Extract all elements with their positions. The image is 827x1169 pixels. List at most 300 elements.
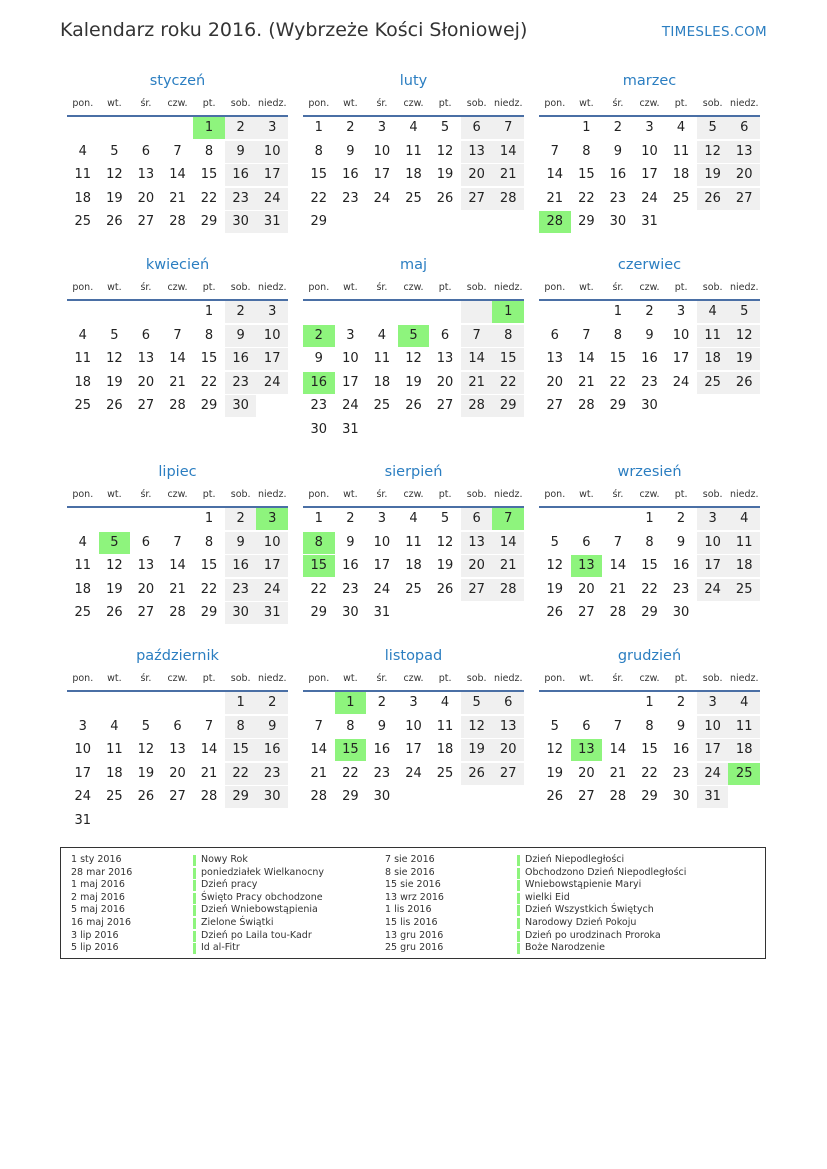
day-cell: 19 xyxy=(137,765,155,781)
day-cell: 26 xyxy=(137,789,155,804)
day-cell: 11 xyxy=(405,534,422,550)
legend-names-col-2 xyxy=(517,854,686,955)
day-cell: 26 xyxy=(546,789,564,804)
weekday-label: sob. xyxy=(466,489,487,500)
day-cell: 31 xyxy=(74,812,92,828)
day-cell: 26 xyxy=(546,605,564,620)
day-cell: 16 xyxy=(373,742,391,757)
weekday-label: wt. xyxy=(107,489,122,500)
day-cell: 8 xyxy=(645,534,654,550)
day-cell: 14 xyxy=(578,351,595,366)
day-cell: 18 xyxy=(74,190,92,206)
weekday-label: sob. xyxy=(230,98,251,109)
empty-cell xyxy=(697,395,729,417)
day-cell: 3 xyxy=(697,692,729,714)
day-cell: 4 xyxy=(697,301,729,323)
day-cell: 1 xyxy=(193,117,225,139)
day-cell: 24 xyxy=(697,763,729,785)
day-cell: 29 xyxy=(641,605,658,620)
day-cell: 25 xyxy=(373,398,391,413)
day-cell: 7 xyxy=(314,718,323,734)
day-cell: 28 xyxy=(492,579,524,601)
day-cell: 3 xyxy=(256,117,288,139)
day-cell: 2 xyxy=(346,120,355,135)
day-cell: 5 xyxy=(141,718,151,734)
weekday-label: pon. xyxy=(544,98,566,109)
weekday-header xyxy=(303,277,524,301)
empty-cell xyxy=(335,211,367,233)
day-grid xyxy=(67,508,288,626)
weekday-label: pt. xyxy=(438,489,452,500)
day-cell: 25 xyxy=(728,763,760,785)
day-cell: 15 xyxy=(200,167,218,182)
month-calendar xyxy=(67,254,288,419)
empty-cell xyxy=(461,211,493,233)
day-cell: 20 xyxy=(578,765,595,781)
weekday-label: śr. xyxy=(140,98,152,109)
day-cell: 30 xyxy=(310,421,328,437)
day-cell: 16 xyxy=(672,742,690,757)
day-cell: 23 xyxy=(609,190,627,206)
day-cell: 14 xyxy=(609,742,627,757)
day-cell: 7 xyxy=(461,325,493,347)
weekday-header xyxy=(67,484,288,508)
day-grid xyxy=(539,508,760,626)
day-cell: 21 xyxy=(169,190,186,206)
day-cell: 27 xyxy=(578,605,595,620)
day-cell: 2 xyxy=(676,511,686,526)
day-cell: 14 xyxy=(310,742,328,757)
weekday-header xyxy=(67,93,288,117)
weekday-label: wt. xyxy=(579,673,594,684)
day-cell: 5 xyxy=(110,327,119,343)
day-cell: 30 xyxy=(225,395,257,417)
weekday-label: wt. xyxy=(579,98,594,109)
empty-cell xyxy=(67,301,99,323)
day-cell: 17 xyxy=(256,555,288,577)
day-cell: 4 xyxy=(110,718,119,734)
day-cell: 19 xyxy=(106,581,123,597)
day-cell: 14 xyxy=(200,742,218,757)
empty-cell xyxy=(162,117,194,139)
day-cell: 12 xyxy=(461,716,493,738)
holiday-name: Nowy Rok xyxy=(193,854,324,867)
day-cell: 15 xyxy=(303,555,335,577)
day-cell: 15 xyxy=(335,739,367,761)
day-cell: 8 xyxy=(492,325,524,347)
month-name: styczeń xyxy=(149,73,206,89)
day-cell: 5 xyxy=(728,301,760,323)
day-cell: 15 xyxy=(225,739,257,761)
holiday-name: Wniebowstąpienie Maryi xyxy=(517,879,686,892)
day-cell: 10 xyxy=(672,327,690,343)
weekday-label: wt. xyxy=(343,489,358,500)
day-cell: 9 xyxy=(314,351,323,366)
day-cell: 5 xyxy=(99,532,131,554)
day-cell: 23 xyxy=(310,398,328,413)
day-grid xyxy=(539,117,760,235)
day-cell: 6 xyxy=(550,327,559,343)
weekday-label: czw. xyxy=(639,282,660,293)
day-cell: 9 xyxy=(676,718,686,734)
day-cell: 22 xyxy=(310,581,328,597)
day-cell: 4 xyxy=(78,534,87,550)
day-cell: 1 xyxy=(613,304,623,319)
site-brand-link[interactable]: TIMESLES.COM xyxy=(661,24,767,40)
empty-cell xyxy=(571,692,603,714)
weekday-label: pon. xyxy=(72,673,94,684)
day-cell: 8 xyxy=(225,716,257,738)
day-cell: 27 xyxy=(546,398,564,413)
day-cell: 9 xyxy=(645,327,654,343)
day-cell: 24 xyxy=(373,190,391,206)
weekday-label: czw. xyxy=(167,489,188,500)
holiday-date: 13 wrz 2016 xyxy=(385,891,444,903)
empty-cell xyxy=(366,211,398,233)
day-cell: 4 xyxy=(409,120,418,135)
weekday-label: niedz. xyxy=(493,98,523,109)
day-cell: 1 xyxy=(335,692,367,714)
empty-cell xyxy=(571,508,603,530)
day-cell: 13 xyxy=(137,558,155,573)
day-cell: 11 xyxy=(728,716,760,738)
holiday-name: Dzień po Laila tou-Kadr xyxy=(193,930,324,943)
day-cell: 31 xyxy=(641,214,658,229)
empty-cell xyxy=(99,117,131,139)
day-cell: 12 xyxy=(728,325,760,347)
day-cell: 20 xyxy=(137,374,155,390)
month-name: maj xyxy=(399,257,428,273)
day-cell: 29 xyxy=(200,605,218,620)
day-cell: 28 xyxy=(169,214,186,229)
weekday-label: wt. xyxy=(343,673,358,684)
month-name: luty xyxy=(399,73,428,89)
weekday-label: śr. xyxy=(376,673,388,684)
day-cell: 26 xyxy=(106,214,123,229)
holiday-name: poniedziałek Wielkanocny xyxy=(193,867,324,880)
empty-cell xyxy=(728,211,760,233)
day-cell: 9 xyxy=(225,141,257,163)
day-cell: 19 xyxy=(405,374,422,390)
holiday-date: 3 lip 2016 xyxy=(71,929,119,941)
day-cell: 17 xyxy=(697,739,729,761)
empty-cell xyxy=(303,692,335,714)
day-cell: 13 xyxy=(728,141,760,163)
holiday-date: 1 sty 2016 xyxy=(71,854,122,865)
empty-cell xyxy=(162,692,194,714)
weekday-label: sob. xyxy=(702,98,723,109)
day-cell: 14 xyxy=(461,348,493,370)
weekday-label: sob. xyxy=(230,489,251,500)
day-cell: 16 xyxy=(225,555,257,577)
holiday-date: 8 sie 2016 xyxy=(385,866,435,878)
day-cell: 3 xyxy=(697,508,729,530)
day-cell: 13 xyxy=(137,167,155,182)
day-cell: 27 xyxy=(137,398,155,413)
weekday-label: pt. xyxy=(674,282,688,293)
day-cell: 28 xyxy=(578,398,595,413)
day-cell: 11 xyxy=(697,325,729,347)
day-cell: 13 xyxy=(546,351,564,366)
day-cell: 3 xyxy=(377,511,387,526)
month-calendar xyxy=(303,645,524,810)
day-cell: 4 xyxy=(676,120,686,135)
empty-cell xyxy=(461,301,493,323)
day-cell: 20 xyxy=(546,374,564,390)
weekday-label: śr. xyxy=(140,489,152,500)
day-grid xyxy=(303,692,524,810)
empty-cell xyxy=(539,301,571,323)
day-cell: 16 xyxy=(641,351,658,366)
weekday-label: pon. xyxy=(308,489,330,500)
holiday-name: Zielone Świątki xyxy=(193,917,324,930)
weekday-header xyxy=(539,93,760,117)
day-cell: 15 xyxy=(578,167,595,182)
holiday-name: Boże Narodzenie xyxy=(517,942,686,955)
weekday-label: śr. xyxy=(140,282,152,293)
day-cell: 27 xyxy=(728,188,760,210)
day-cell: 16 xyxy=(609,167,627,182)
day-cell: 4 xyxy=(728,692,760,714)
day-cell: 20 xyxy=(728,164,760,186)
weekday-label: niedz. xyxy=(493,673,523,684)
day-cell: 21 xyxy=(461,372,493,394)
empty-cell xyxy=(162,301,194,323)
day-cell: 19 xyxy=(436,167,454,182)
weekday-label: niedz. xyxy=(257,282,287,293)
holiday-date: 28 mar 2016 xyxy=(71,866,133,878)
weekday-label: wt. xyxy=(579,489,594,500)
holiday-date: 1 maj 2016 xyxy=(71,879,125,891)
day-cell: 23 xyxy=(672,581,690,597)
empty-cell xyxy=(193,692,225,714)
day-cell: 7 xyxy=(173,534,182,550)
day-cell: 22 xyxy=(578,190,595,206)
holiday-date: 7 sie 2016 xyxy=(385,854,435,865)
day-cell: 6 xyxy=(440,327,450,343)
day-cell: 30 xyxy=(609,214,627,229)
day-cell: 14 xyxy=(169,558,186,573)
empty-cell xyxy=(665,211,697,233)
empty-cell xyxy=(665,395,697,417)
day-cell: 20 xyxy=(436,374,454,390)
day-cell: 10 xyxy=(256,141,288,163)
day-cell: 26 xyxy=(461,763,493,785)
day-cell: 21 xyxy=(492,164,524,186)
day-cell: 27 xyxy=(461,579,493,601)
day-cell: 27 xyxy=(137,214,155,229)
day-cell: 21 xyxy=(546,190,564,206)
day-cell: 5 xyxy=(440,511,450,526)
day-cell: 7 xyxy=(204,718,214,734)
empty-cell xyxy=(539,692,571,714)
weekday-header xyxy=(67,668,288,692)
day-cell: 24 xyxy=(641,190,658,206)
day-cell: 10 xyxy=(373,534,391,550)
day-cell: 29 xyxy=(609,398,627,413)
day-cell: 29 xyxy=(342,789,359,804)
weekday-label: śr. xyxy=(612,489,624,500)
weekday-label: sob. xyxy=(702,489,723,500)
empty-cell xyxy=(99,508,131,530)
weekday-label: pt. xyxy=(438,98,452,109)
weekday-label: pon. xyxy=(544,673,566,684)
day-cell: 19 xyxy=(546,581,564,597)
day-cell: 8 xyxy=(204,143,214,159)
day-cell: 30 xyxy=(672,605,690,620)
empty-cell xyxy=(130,117,162,139)
day-cell: 13 xyxy=(492,716,524,738)
weekday-label: sob. xyxy=(230,673,251,684)
day-cell: 30 xyxy=(373,789,391,804)
day-cell: 20 xyxy=(461,164,493,186)
day-cell: 17 xyxy=(697,555,729,577)
day-cell: 29 xyxy=(200,398,218,413)
day-cell: 16 xyxy=(225,348,257,370)
day-cell: 16 xyxy=(256,739,288,761)
day-cell: 1 xyxy=(645,511,654,526)
empty-cell xyxy=(429,419,461,441)
holiday-date: 15 lis 2016 xyxy=(385,916,438,928)
day-cell: 2 xyxy=(676,695,686,710)
weekday-label: czw. xyxy=(639,673,660,684)
empty-cell xyxy=(398,301,430,323)
holiday-date: 16 maj 2016 xyxy=(71,916,132,928)
day-cell: 27 xyxy=(461,188,493,210)
day-grid xyxy=(67,692,288,833)
day-cell: 29 xyxy=(641,789,658,804)
empty-cell xyxy=(429,301,461,323)
weekday-label: pon. xyxy=(72,489,94,500)
weekday-header xyxy=(539,668,760,692)
day-cell: 8 xyxy=(314,143,323,159)
weekday-label: niedz. xyxy=(729,489,759,500)
day-cell: 10 xyxy=(342,351,359,366)
day-cell: 9 xyxy=(613,143,623,159)
day-cell: 11 xyxy=(436,718,454,734)
weekday-label: pt. xyxy=(202,282,216,293)
weekday-label: pt. xyxy=(438,673,452,684)
day-cell: 19 xyxy=(697,164,729,186)
day-cell: 1 xyxy=(225,692,257,714)
empty-cell xyxy=(697,211,729,233)
day-cell: 25 xyxy=(74,214,92,229)
empty-cell xyxy=(492,419,524,441)
page-title: Kalendarz roku 2016. (Wybrzeże Kości Słoniowej) xyxy=(60,19,528,41)
month-calendar xyxy=(539,461,760,626)
day-cell: 24 xyxy=(74,789,92,804)
day-cell: 9 xyxy=(346,534,355,550)
legend-names-col-1 xyxy=(193,854,324,955)
day-cell: 9 xyxy=(225,325,257,347)
empty-cell xyxy=(571,301,603,323)
holiday-date: 5 maj 2016 xyxy=(71,904,125,916)
day-cell: 27 xyxy=(578,789,595,804)
empty-cell xyxy=(728,395,760,417)
day-cell: 10 xyxy=(405,718,422,734)
day-cell: 11 xyxy=(74,351,92,366)
empty-cell xyxy=(99,810,131,832)
day-cell: 13 xyxy=(436,351,454,366)
weekday-label: niedz. xyxy=(493,282,523,293)
weekday-label: pt. xyxy=(674,673,688,684)
weekday-label: pon. xyxy=(72,98,94,109)
day-cell: 16 xyxy=(225,164,257,186)
day-cell: 3 xyxy=(256,508,288,530)
day-grid xyxy=(303,508,524,626)
day-cell: 30 xyxy=(225,211,257,233)
weekday-label: sob. xyxy=(230,282,251,293)
day-cell: 18 xyxy=(106,765,123,781)
day-cell: 5 xyxy=(550,718,559,734)
day-cell: 12 xyxy=(546,558,564,573)
day-cell: 30 xyxy=(672,789,690,804)
holiday-name: Narodowy Dzień Pokoju xyxy=(517,917,686,930)
month-name: sierpień xyxy=(384,464,443,480)
empty-cell xyxy=(398,211,430,233)
empty-cell xyxy=(130,692,162,714)
day-cell: 3 xyxy=(346,327,355,343)
empty-cell xyxy=(602,692,634,714)
day-cell: 12 xyxy=(697,141,729,163)
weekday-label: niedz. xyxy=(729,282,759,293)
weekday-label: pt. xyxy=(674,489,688,500)
day-cell: 16 xyxy=(342,558,359,573)
day-cell: 1 xyxy=(582,120,591,135)
day-cell: 28 xyxy=(169,605,186,620)
weekday-label: wt. xyxy=(343,98,358,109)
day-cell: 28 xyxy=(310,789,328,804)
day-cell: 22 xyxy=(200,374,218,390)
weekday-label: pt. xyxy=(202,673,216,684)
day-cell: 18 xyxy=(728,739,760,761)
month-calendar xyxy=(67,461,288,626)
day-cell: 3 xyxy=(78,718,87,734)
day-cell: 17 xyxy=(342,374,359,390)
day-cell: 20 xyxy=(492,739,524,761)
day-cell: 15 xyxy=(310,167,328,182)
weekday-label: niedz. xyxy=(729,673,759,684)
empty-cell xyxy=(697,602,729,624)
day-cell: 7 xyxy=(173,327,182,343)
weekday-label: wt. xyxy=(107,98,122,109)
weekday-label: pon. xyxy=(544,282,566,293)
day-grid xyxy=(67,117,288,235)
month-name: wrzesień xyxy=(617,464,682,480)
empty-cell xyxy=(256,810,288,832)
day-cell: 7 xyxy=(613,534,623,550)
day-cell: 2 xyxy=(225,301,257,323)
weekday-label: sob. xyxy=(466,673,487,684)
day-cell: 11 xyxy=(672,143,690,159)
day-cell: 12 xyxy=(106,351,123,366)
weekday-label: niedz. xyxy=(493,489,523,500)
day-cell: 6 xyxy=(141,327,151,343)
day-cell: 18 xyxy=(728,555,760,577)
weekday-label: czw. xyxy=(639,489,660,500)
empty-cell xyxy=(728,786,760,808)
day-cell: 25 xyxy=(405,190,422,206)
weekday-header xyxy=(303,668,524,692)
day-cell: 26 xyxy=(106,398,123,413)
weekday-label: wt. xyxy=(343,282,358,293)
day-cell: 27 xyxy=(169,789,186,804)
weekday-label: sob. xyxy=(466,282,487,293)
day-cell: 2 xyxy=(256,692,288,714)
day-cell: 18 xyxy=(405,167,422,182)
empty-cell xyxy=(398,419,430,441)
day-cell: 28 xyxy=(169,398,186,413)
